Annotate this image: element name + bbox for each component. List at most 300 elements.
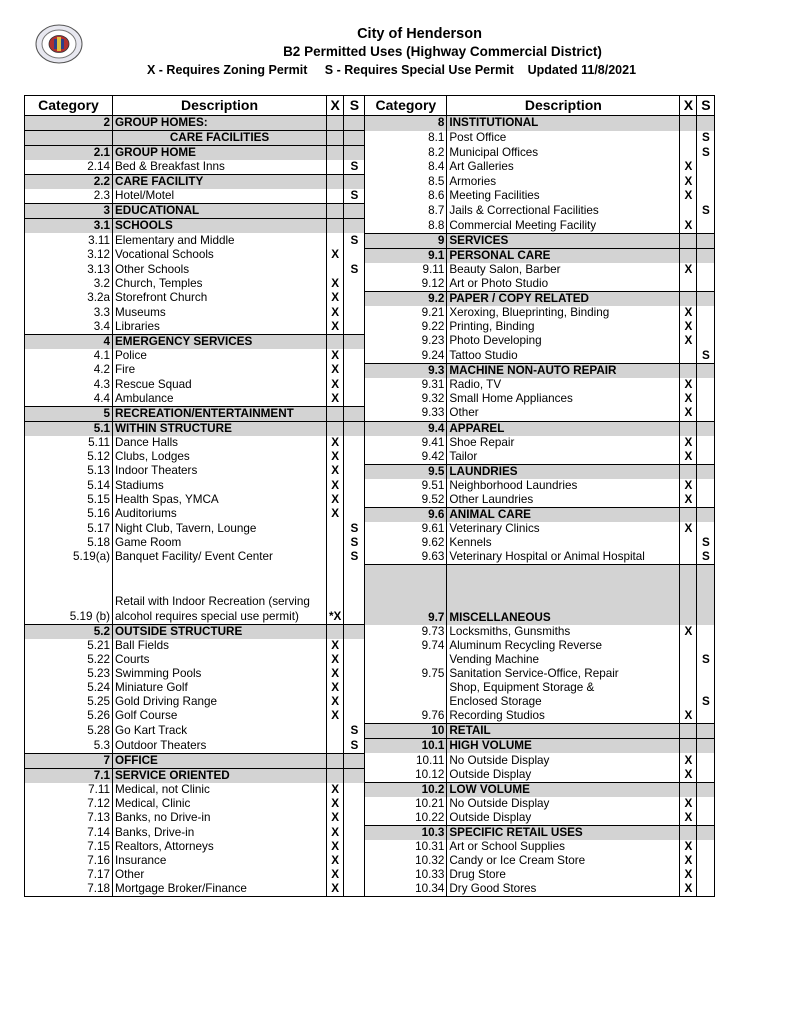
category-number-left: 3.4 xyxy=(25,320,113,335)
s-mark-left: S xyxy=(344,550,365,565)
x-mark-left xyxy=(327,116,344,131)
description-left: Vocational Schools xyxy=(113,248,327,263)
table-row xyxy=(25,625,715,640)
table-row xyxy=(25,681,715,695)
s-header-right: S xyxy=(697,96,715,116)
description-left: Medical, not Clinic xyxy=(113,783,327,798)
table-row xyxy=(25,363,715,378)
category-number-left: 3.12 xyxy=(25,248,113,263)
description-right: RETAIL xyxy=(447,724,680,739)
table-row xyxy=(25,783,715,798)
x-mark-left: X xyxy=(327,450,344,465)
x-mark-right xyxy=(680,131,697,146)
table-row xyxy=(25,349,715,364)
x-header-right: X xyxy=(680,96,697,116)
category-number-left: 2 xyxy=(25,116,113,131)
x-mark-right: X xyxy=(680,811,697,826)
category-number-left: 4.1 xyxy=(25,349,113,364)
category-number-left: 5.26 xyxy=(25,709,113,724)
category-number-right: 9.24 xyxy=(365,349,447,364)
s-mark-right xyxy=(697,826,715,841)
table-row xyxy=(25,116,715,131)
description-left: Police xyxy=(113,349,327,364)
s-mark-left xyxy=(344,204,365,219)
description-left: OFFICE xyxy=(113,753,327,768)
x-mark-right xyxy=(680,739,697,754)
s-mark-left: S xyxy=(344,522,365,536)
category-number-left: 7 xyxy=(25,753,113,768)
x-mark-left: X xyxy=(327,868,344,882)
description-left: Storefront Church xyxy=(113,291,327,306)
description-left: Realtors, Attorneys xyxy=(113,840,327,854)
category-number-right: 9.2 xyxy=(365,291,447,306)
x-mark-right xyxy=(680,536,697,550)
category-number-right: 9.1 xyxy=(365,248,447,263)
s-mark-left xyxy=(344,248,365,263)
description-left: Bed & Breakfast Inns xyxy=(113,160,327,175)
description-right: Recording Studios xyxy=(447,709,680,724)
table-row xyxy=(25,131,715,146)
x-mark-right xyxy=(680,233,697,248)
description-right: PERSONAL CARE xyxy=(447,248,680,263)
s-mark-left xyxy=(344,277,365,292)
s-mark-left: S xyxy=(344,233,365,248)
category-number-right: 9.11 xyxy=(365,263,447,277)
table-row xyxy=(25,406,715,421)
x-mark-left xyxy=(327,334,344,349)
s-mark-right xyxy=(697,625,715,640)
x-mark-left xyxy=(327,131,344,146)
x-mark-right: X xyxy=(680,320,697,335)
s-mark-left xyxy=(344,406,365,421)
s-mark-left xyxy=(344,840,365,854)
table-row xyxy=(25,639,715,653)
s-mark-left xyxy=(344,493,365,508)
description-left: EMERGENCY SERVICES xyxy=(113,334,327,349)
description-left: Indoor Theaters xyxy=(113,464,327,479)
description-left: Other xyxy=(113,868,327,882)
s-mark-right xyxy=(697,797,715,811)
category-number-left: 5.23 xyxy=(25,667,113,681)
s-mark-left xyxy=(344,306,365,320)
description-right: Locksmiths, Gunsmiths xyxy=(447,625,680,640)
description-left: Banquet Facility/ Event Center xyxy=(113,550,327,565)
x-mark-right xyxy=(680,349,697,364)
x-mark-left: X xyxy=(327,797,344,811)
description-left: Ball Fields xyxy=(113,639,327,653)
description-right: Meeting Facilities xyxy=(447,189,680,204)
description-left: Medical, Clinic xyxy=(113,797,327,811)
category-number-left: 5.15 xyxy=(25,493,113,508)
s-mark-left xyxy=(344,811,365,826)
description-right: Shoe Repair xyxy=(447,436,680,450)
s-mark-right xyxy=(697,306,715,320)
category-number-left: 3.2a xyxy=(25,291,113,306)
x-mark-left: X xyxy=(327,392,344,407)
description-left: Other Schools xyxy=(113,263,327,277)
x-mark-left xyxy=(327,175,344,190)
description-left: Museums xyxy=(113,306,327,320)
s-mark-left xyxy=(344,291,365,306)
category-number-left: 5.18 xyxy=(25,536,113,550)
description-right: Art Galleries xyxy=(447,160,680,175)
description-right: Armories xyxy=(447,175,680,190)
description-left: Health Spas, YMCA xyxy=(113,493,327,508)
category-number-left: 4.4 xyxy=(25,392,113,407)
x-mark-left: X xyxy=(327,320,344,335)
category-number-left: 5.19(a) xyxy=(25,550,113,565)
description-right: Art or School Supplies xyxy=(447,840,680,854)
x-mark-right xyxy=(680,421,697,436)
table-row xyxy=(25,753,715,768)
s-mark-left xyxy=(344,349,365,364)
table-row xyxy=(25,724,715,739)
s-mark-right xyxy=(697,189,715,204)
x-mark-left: X xyxy=(327,826,344,841)
category-number-left: 4.3 xyxy=(25,378,113,392)
description-left: SERVICE ORIENTED xyxy=(113,768,327,783)
s-mark-right xyxy=(697,709,715,724)
description-left: Retail with Indoor Recreation (serving alcohol requires special use permit) xyxy=(113,564,327,625)
x-mark-right: X xyxy=(680,175,697,190)
x-mark-left: X xyxy=(327,291,344,306)
s-mark-right xyxy=(697,768,715,783)
category-number-left: 2.14 xyxy=(25,160,113,175)
category-number-left: 7.15 xyxy=(25,840,113,854)
table-row xyxy=(25,493,715,508)
category-number-right xyxy=(365,681,447,695)
s-mark-right: S xyxy=(697,536,715,550)
description-right: Enclosed Storage xyxy=(447,695,680,709)
description-right: Vending Machine xyxy=(447,653,680,667)
x-mark-left xyxy=(327,406,344,421)
s-mark-right xyxy=(697,811,715,826)
category-number-left: 4 xyxy=(25,334,113,349)
x-mark-left: X xyxy=(327,248,344,263)
table-row xyxy=(25,436,715,450)
description-right: Printing, Binding xyxy=(447,320,680,335)
description-left: Dance Halls xyxy=(113,436,327,450)
document-title: City of Henderson xyxy=(357,26,482,42)
s-mark-left: S xyxy=(344,724,365,739)
s-mark-right xyxy=(697,450,715,465)
description-left: Ambulance xyxy=(113,392,327,407)
description-right: Sanitation Service-Office, Repair xyxy=(447,667,680,681)
table-row xyxy=(25,882,715,897)
s-mark-left xyxy=(344,146,365,161)
s-mark-left xyxy=(344,131,365,146)
description-right: INSTITUTIONAL xyxy=(447,116,680,131)
description-header-left: Description xyxy=(113,96,327,116)
table-row xyxy=(25,768,715,783)
description-left: Outdoor Theaters xyxy=(113,739,327,754)
x-mark-left: X xyxy=(327,882,344,897)
description-header-right: Description xyxy=(447,96,680,116)
s-mark-right xyxy=(697,219,715,234)
x-mark-right xyxy=(680,653,697,667)
s-mark-right: S xyxy=(697,146,715,161)
category-number-right: 8.7 xyxy=(365,204,447,219)
category-number-left: 4.2 xyxy=(25,363,113,378)
x-mark-right xyxy=(680,550,697,565)
table-row xyxy=(25,840,715,854)
s-mark-left xyxy=(344,882,365,897)
s-mark-left: S xyxy=(344,263,365,277)
category-number-right: 9.6 xyxy=(365,507,447,522)
category-number-left xyxy=(25,131,113,146)
x-mark-left: X xyxy=(327,639,344,653)
description-right: Outside Display xyxy=(447,768,680,783)
category-number-left: 7.18 xyxy=(25,882,113,897)
description-right: Post Office xyxy=(447,131,680,146)
table-row xyxy=(25,277,715,292)
s-mark-right xyxy=(697,406,715,421)
x-mark-right: X xyxy=(680,378,697,392)
category-number-left: 3.1 xyxy=(25,219,113,234)
category-number-left: 7.14 xyxy=(25,826,113,841)
description-left: Elementary and Middle xyxy=(113,233,327,248)
category-number-right: 9.73 xyxy=(365,625,447,640)
category-number-right: 10.3 xyxy=(365,826,447,841)
table-row xyxy=(25,291,715,306)
x-mark-left: X xyxy=(327,349,344,364)
category-number-right: 9.52 xyxy=(365,493,447,508)
s-mark-right xyxy=(697,840,715,854)
permit-legend: X - Requires Zoning Permit S - Requires Special Use Permit Updated 11/8/2021 xyxy=(146,63,637,77)
s-mark-left xyxy=(344,507,365,522)
s-mark-left xyxy=(344,854,365,868)
category-number-left: 3.13 xyxy=(25,263,113,277)
x-mark-right xyxy=(680,248,697,263)
table-row xyxy=(25,811,715,826)
category-number-right: 9.51 xyxy=(365,479,447,493)
table-row xyxy=(25,522,715,536)
description-left: Hotel/Motel xyxy=(113,189,327,204)
description-left: Miniature Golf xyxy=(113,681,327,695)
category-number-right: 10.34 xyxy=(365,882,447,897)
table-row xyxy=(25,739,715,754)
s-mark-left xyxy=(344,709,365,724)
category-number-right: 9.22 xyxy=(365,320,447,335)
table-row xyxy=(25,378,715,392)
category-number-right: 8.2 xyxy=(365,146,447,161)
x-mark-right: X xyxy=(680,840,697,854)
x-mark-right xyxy=(680,507,697,522)
s-mark-right xyxy=(697,392,715,407)
x-mark-right xyxy=(680,826,697,841)
x-mark-right: X xyxy=(680,768,697,783)
s-mark-left xyxy=(344,695,365,709)
s-mark-right xyxy=(697,436,715,450)
s-mark-right xyxy=(697,882,715,897)
category-number-left: 3.11 xyxy=(25,233,113,248)
s-mark-right xyxy=(697,854,715,868)
category-number-right: 9.41 xyxy=(365,436,447,450)
category-number-left: 2.2 xyxy=(25,175,113,190)
description-right: SPECIFIC RETAIL USES xyxy=(447,826,680,841)
x-mark-right: X xyxy=(680,306,697,320)
category-number-right: 10.21 xyxy=(365,797,447,811)
s-mark-right xyxy=(697,175,715,190)
category-header-right: Category xyxy=(365,96,447,116)
category-number-left: 7.17 xyxy=(25,868,113,882)
s-mark-left xyxy=(344,334,365,349)
description-right: No Outside Display xyxy=(447,797,680,811)
category-number-left: 2.3 xyxy=(25,189,113,204)
category-number-right: 9.74 xyxy=(365,639,447,653)
description-left: Swimming Pools xyxy=(113,667,327,681)
category-number-right: 9.33 xyxy=(365,406,447,421)
x-mark-left xyxy=(327,536,344,550)
description-right: ANIMAL CARE xyxy=(447,507,680,522)
category-number-left: 5.1 xyxy=(25,421,113,436)
category-number-left: 5.21 xyxy=(25,639,113,653)
s-mark-right xyxy=(697,681,715,695)
category-number-right: 10.11 xyxy=(365,753,447,768)
x-mark-left: X xyxy=(327,681,344,695)
s-mark-right xyxy=(697,639,715,653)
category-number-left: 5 xyxy=(25,406,113,421)
x-mark-right xyxy=(680,681,697,695)
s-mark-right xyxy=(697,739,715,754)
description-right: Outside Display xyxy=(447,811,680,826)
s-mark-right xyxy=(697,868,715,882)
x-mark-left xyxy=(327,204,344,219)
s-mark-left xyxy=(344,450,365,465)
table-row xyxy=(25,550,715,565)
table-row xyxy=(25,797,715,811)
table-row xyxy=(25,204,715,219)
s-mark-right: S xyxy=(697,204,715,219)
description-left: CARE FACILITIES xyxy=(113,131,327,146)
x-mark-right xyxy=(680,464,697,479)
description-left: Night Club, Tavern, Lounge xyxy=(113,522,327,536)
s-mark-left xyxy=(344,639,365,653)
table-row xyxy=(25,189,715,204)
x-mark-left xyxy=(327,550,344,565)
description-right: Small Home Appliances xyxy=(447,392,680,407)
category-number-left: 5.17 xyxy=(25,522,113,536)
category-number-right: 9.32 xyxy=(365,392,447,407)
category-number-right: 9.21 xyxy=(365,306,447,320)
s-mark-right: S xyxy=(697,550,715,565)
category-number-left: 5.24 xyxy=(25,681,113,695)
table-row xyxy=(25,146,715,161)
s-mark-left xyxy=(344,826,365,841)
s-mark-right xyxy=(697,753,715,768)
description-right: SERVICES xyxy=(447,233,680,248)
x-mark-right: X xyxy=(680,450,697,465)
s-mark-right xyxy=(697,724,715,739)
description-left: SCHOOLS xyxy=(113,219,327,234)
x-mark-right: X xyxy=(680,868,697,882)
category-number-right: 8.4 xyxy=(365,160,447,175)
category-number-left: 5.16 xyxy=(25,507,113,522)
s-mark-left: S xyxy=(344,189,365,204)
x-mark-left: X xyxy=(327,854,344,868)
table-row xyxy=(25,667,715,681)
description-left: Rescue Squad xyxy=(113,378,327,392)
x-mark-left xyxy=(327,233,344,248)
s-mark-left xyxy=(344,625,365,640)
category-header-left: Category xyxy=(25,96,113,116)
s-mark-left xyxy=(344,363,365,378)
s-mark-right: S xyxy=(697,349,715,364)
x-mark-left xyxy=(327,189,344,204)
category-number-right: 10.33 xyxy=(365,868,447,882)
category-number-right: 9 xyxy=(365,233,447,248)
description-right: Commercial Meeting Facility xyxy=(447,219,680,234)
table-row xyxy=(25,320,715,335)
s-mark-right: S xyxy=(697,695,715,709)
description-right: LOW VOLUME xyxy=(447,783,680,798)
table-row xyxy=(25,233,715,248)
description-left: Fire xyxy=(113,363,327,378)
category-number-left: 3.2 xyxy=(25,277,113,292)
s-mark-left xyxy=(344,564,365,625)
s-mark-left xyxy=(344,797,365,811)
x-mark-right xyxy=(680,116,697,131)
s-mark-left: S xyxy=(344,536,365,550)
x-mark-right: X xyxy=(680,334,697,349)
table-row xyxy=(25,868,715,882)
x-mark-right xyxy=(680,291,697,306)
description-left: CARE FACILITY xyxy=(113,175,327,190)
category-number-right: 9.4 xyxy=(365,421,447,436)
category-number-left: 3 xyxy=(25,204,113,219)
x-mark-right: X xyxy=(680,436,697,450)
description-right: Radio, TV xyxy=(447,378,680,392)
x-mark-right xyxy=(680,695,697,709)
category-number-right: 9.62 xyxy=(365,536,447,550)
s-mark-left xyxy=(344,868,365,882)
table-row xyxy=(25,479,715,493)
s-mark-left xyxy=(344,653,365,667)
x-mark-left: X xyxy=(327,695,344,709)
x-mark-right xyxy=(680,204,697,219)
x-mark-right: X xyxy=(680,709,697,724)
table-row xyxy=(25,263,715,277)
s-mark-right xyxy=(697,263,715,277)
category-number-right: 10.2 xyxy=(365,783,447,798)
s-mark-left xyxy=(344,436,365,450)
category-number-left: 5.11 xyxy=(25,436,113,450)
x-mark-right: X xyxy=(680,882,697,897)
table-header-row xyxy=(25,96,715,116)
description-right: APPAREL xyxy=(447,421,680,436)
x-mark-right: X xyxy=(680,625,697,640)
description-right: Dry Good Stores xyxy=(447,882,680,897)
category-number-left: 5.14 xyxy=(25,479,113,493)
table-row xyxy=(25,160,715,175)
x-mark-right xyxy=(680,146,697,161)
x-mark-right: X xyxy=(680,392,697,407)
x-mark-right: X xyxy=(680,189,697,204)
s-mark-left: S xyxy=(344,160,365,175)
category-number-right: 10.32 xyxy=(365,854,447,868)
s-mark-left xyxy=(344,479,365,493)
description-right: Neighborhood Laundries xyxy=(447,479,680,493)
description-left: WITHIN STRUCTURE xyxy=(113,421,327,436)
description-right: Xeroxing, Blueprinting, Binding xyxy=(447,306,680,320)
s-mark-right xyxy=(697,783,715,798)
description-left: OUTSIDE STRUCTURE xyxy=(113,625,327,640)
x-mark-right: X xyxy=(680,219,697,234)
category-number-left: 7.12 xyxy=(25,797,113,811)
description-right: No Outside Display xyxy=(447,753,680,768)
description-left: Golf Course xyxy=(113,709,327,724)
table-row xyxy=(25,219,715,234)
